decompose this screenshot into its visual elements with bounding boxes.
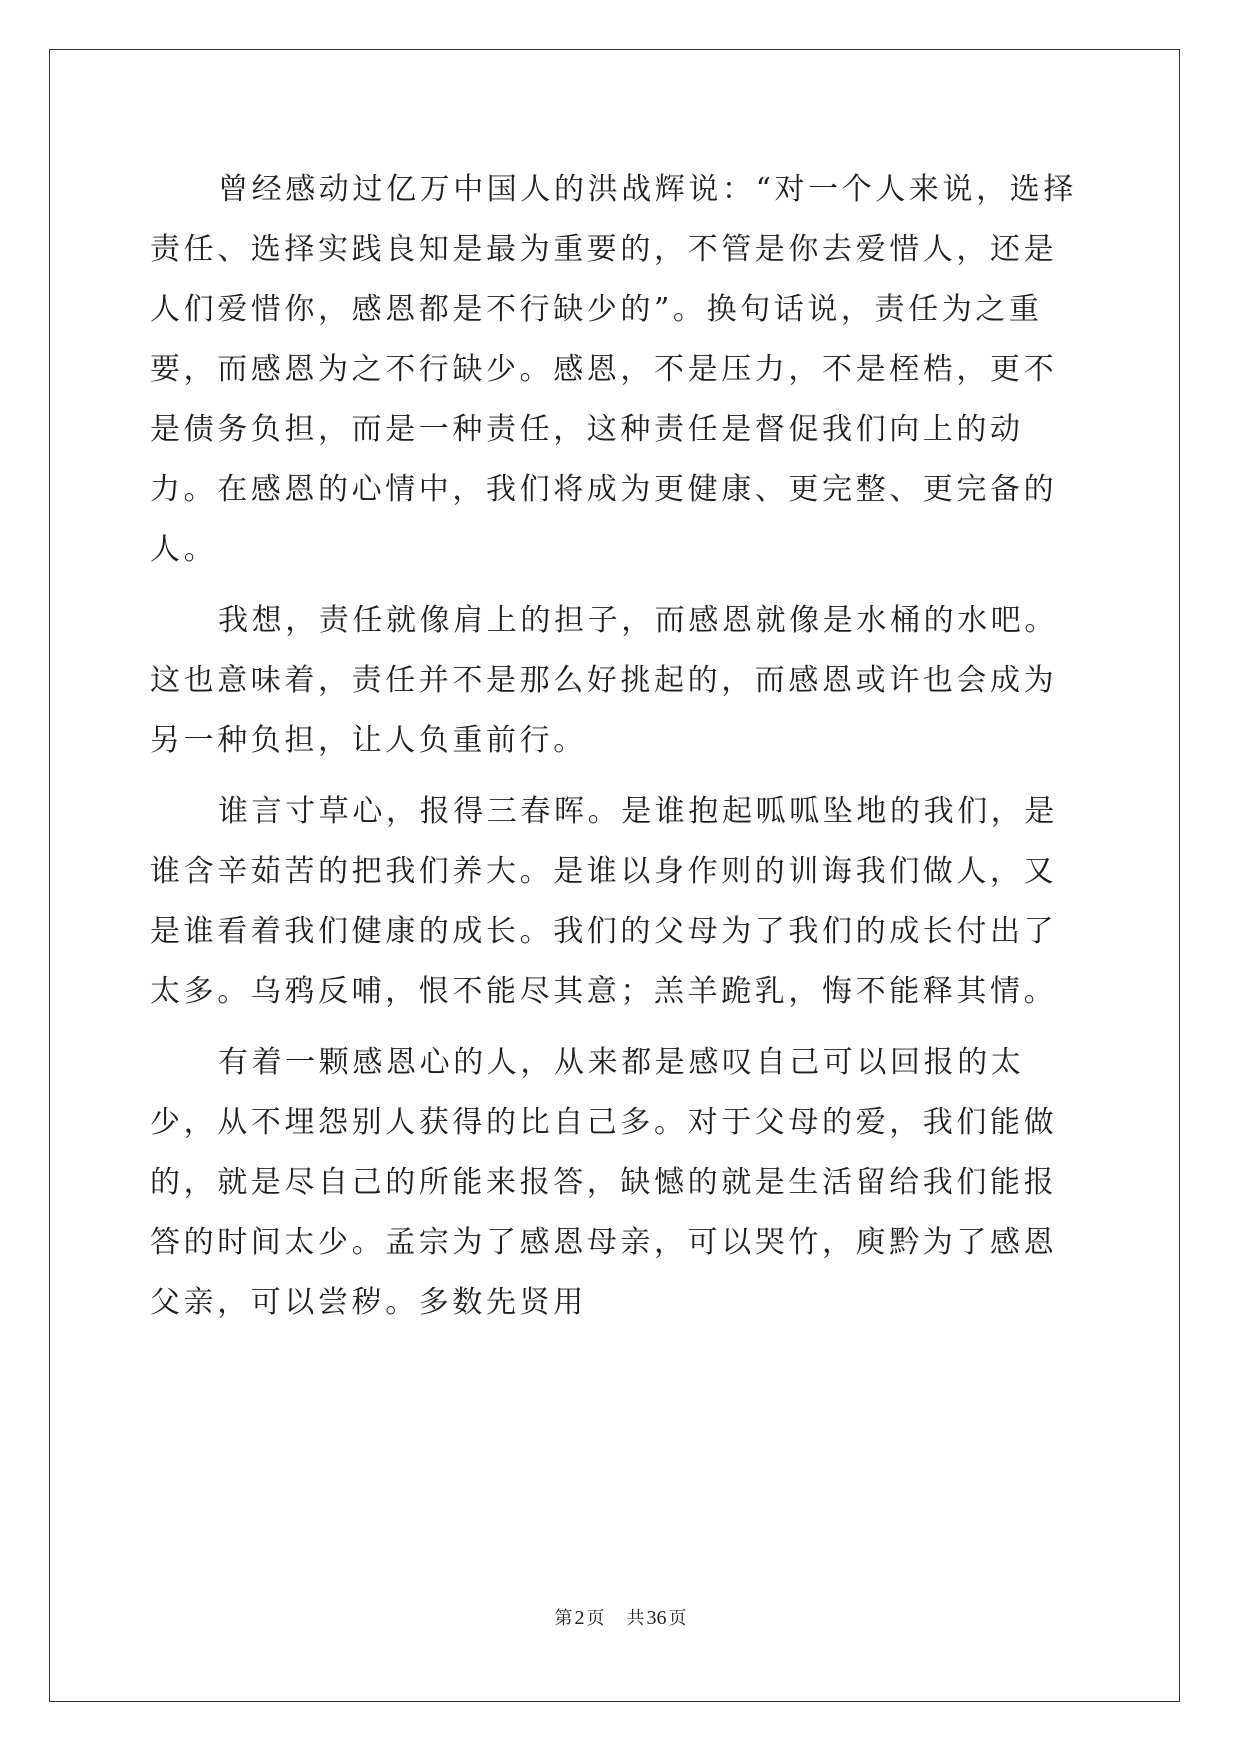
page-unit: 页 (586, 1608, 605, 1628)
page-prefix: 第 (554, 1608, 573, 1628)
paragraph-4: 有着一颗感恩心的人，从来都是感叹自己可以回报的太少，从不埋怨别人获得的比自己多。对于父母的爱，我们能做的，就是尽自己的所能来报答，缺憾的就是生活留给我们能报答的时间太少。孟宗为了感恩母亲，可以哭竹，庾黔为了感恩父亲，可以尝秽。多数先贤用 (150, 1045, 1058, 1320)
page-number: 2 (574, 1607, 585, 1629)
paragraph-2: 我想，责任就像肩上的担子，而感恩就像是水桶的水吧。这也意味着，责任并不是那么好挑起的，而感恩或许也会成为另一种负担，让人负重前行。 (150, 603, 1058, 758)
total-unit: 页 (668, 1608, 687, 1628)
total-pages: 36 (646, 1607, 667, 1629)
paragraph-3: 谁言寸草心，报得三春晖。是谁抱起呱呱坠地的我们，是谁含辛茹苦的把我们养大。是谁以身作则的训诲我们做人，又是谁看着我们健康的成长。我们的父母为了我们的成长付出了太多。乌鸦反哺，恨不能尽其意；羔羊跪乳，悔不能释其情。 (150, 794, 1058, 1009)
paragraph-1: 曾经感动过亿万中国人的洪战辉说：“对一个人来说，选择责任、选择实践良知是最为重要的，不管是你去爱惜人，还是人们爱惜你，感恩都是不行缺少的”。换句话说，责任为之重要，而感恩为之不行缺少。感恩，不是压力，不是桎梏，更不是债务负担，而是一种责任，这种责任是督促我们向上的动力。在感恩的心情中，我们将成为更健康、更完整、更完备的人。 (150, 172, 1077, 567)
document-body (150, 160, 1082, 1344)
page-footer (0, 1604, 1241, 1630)
total-prefix: 共 (626, 1608, 645, 1628)
